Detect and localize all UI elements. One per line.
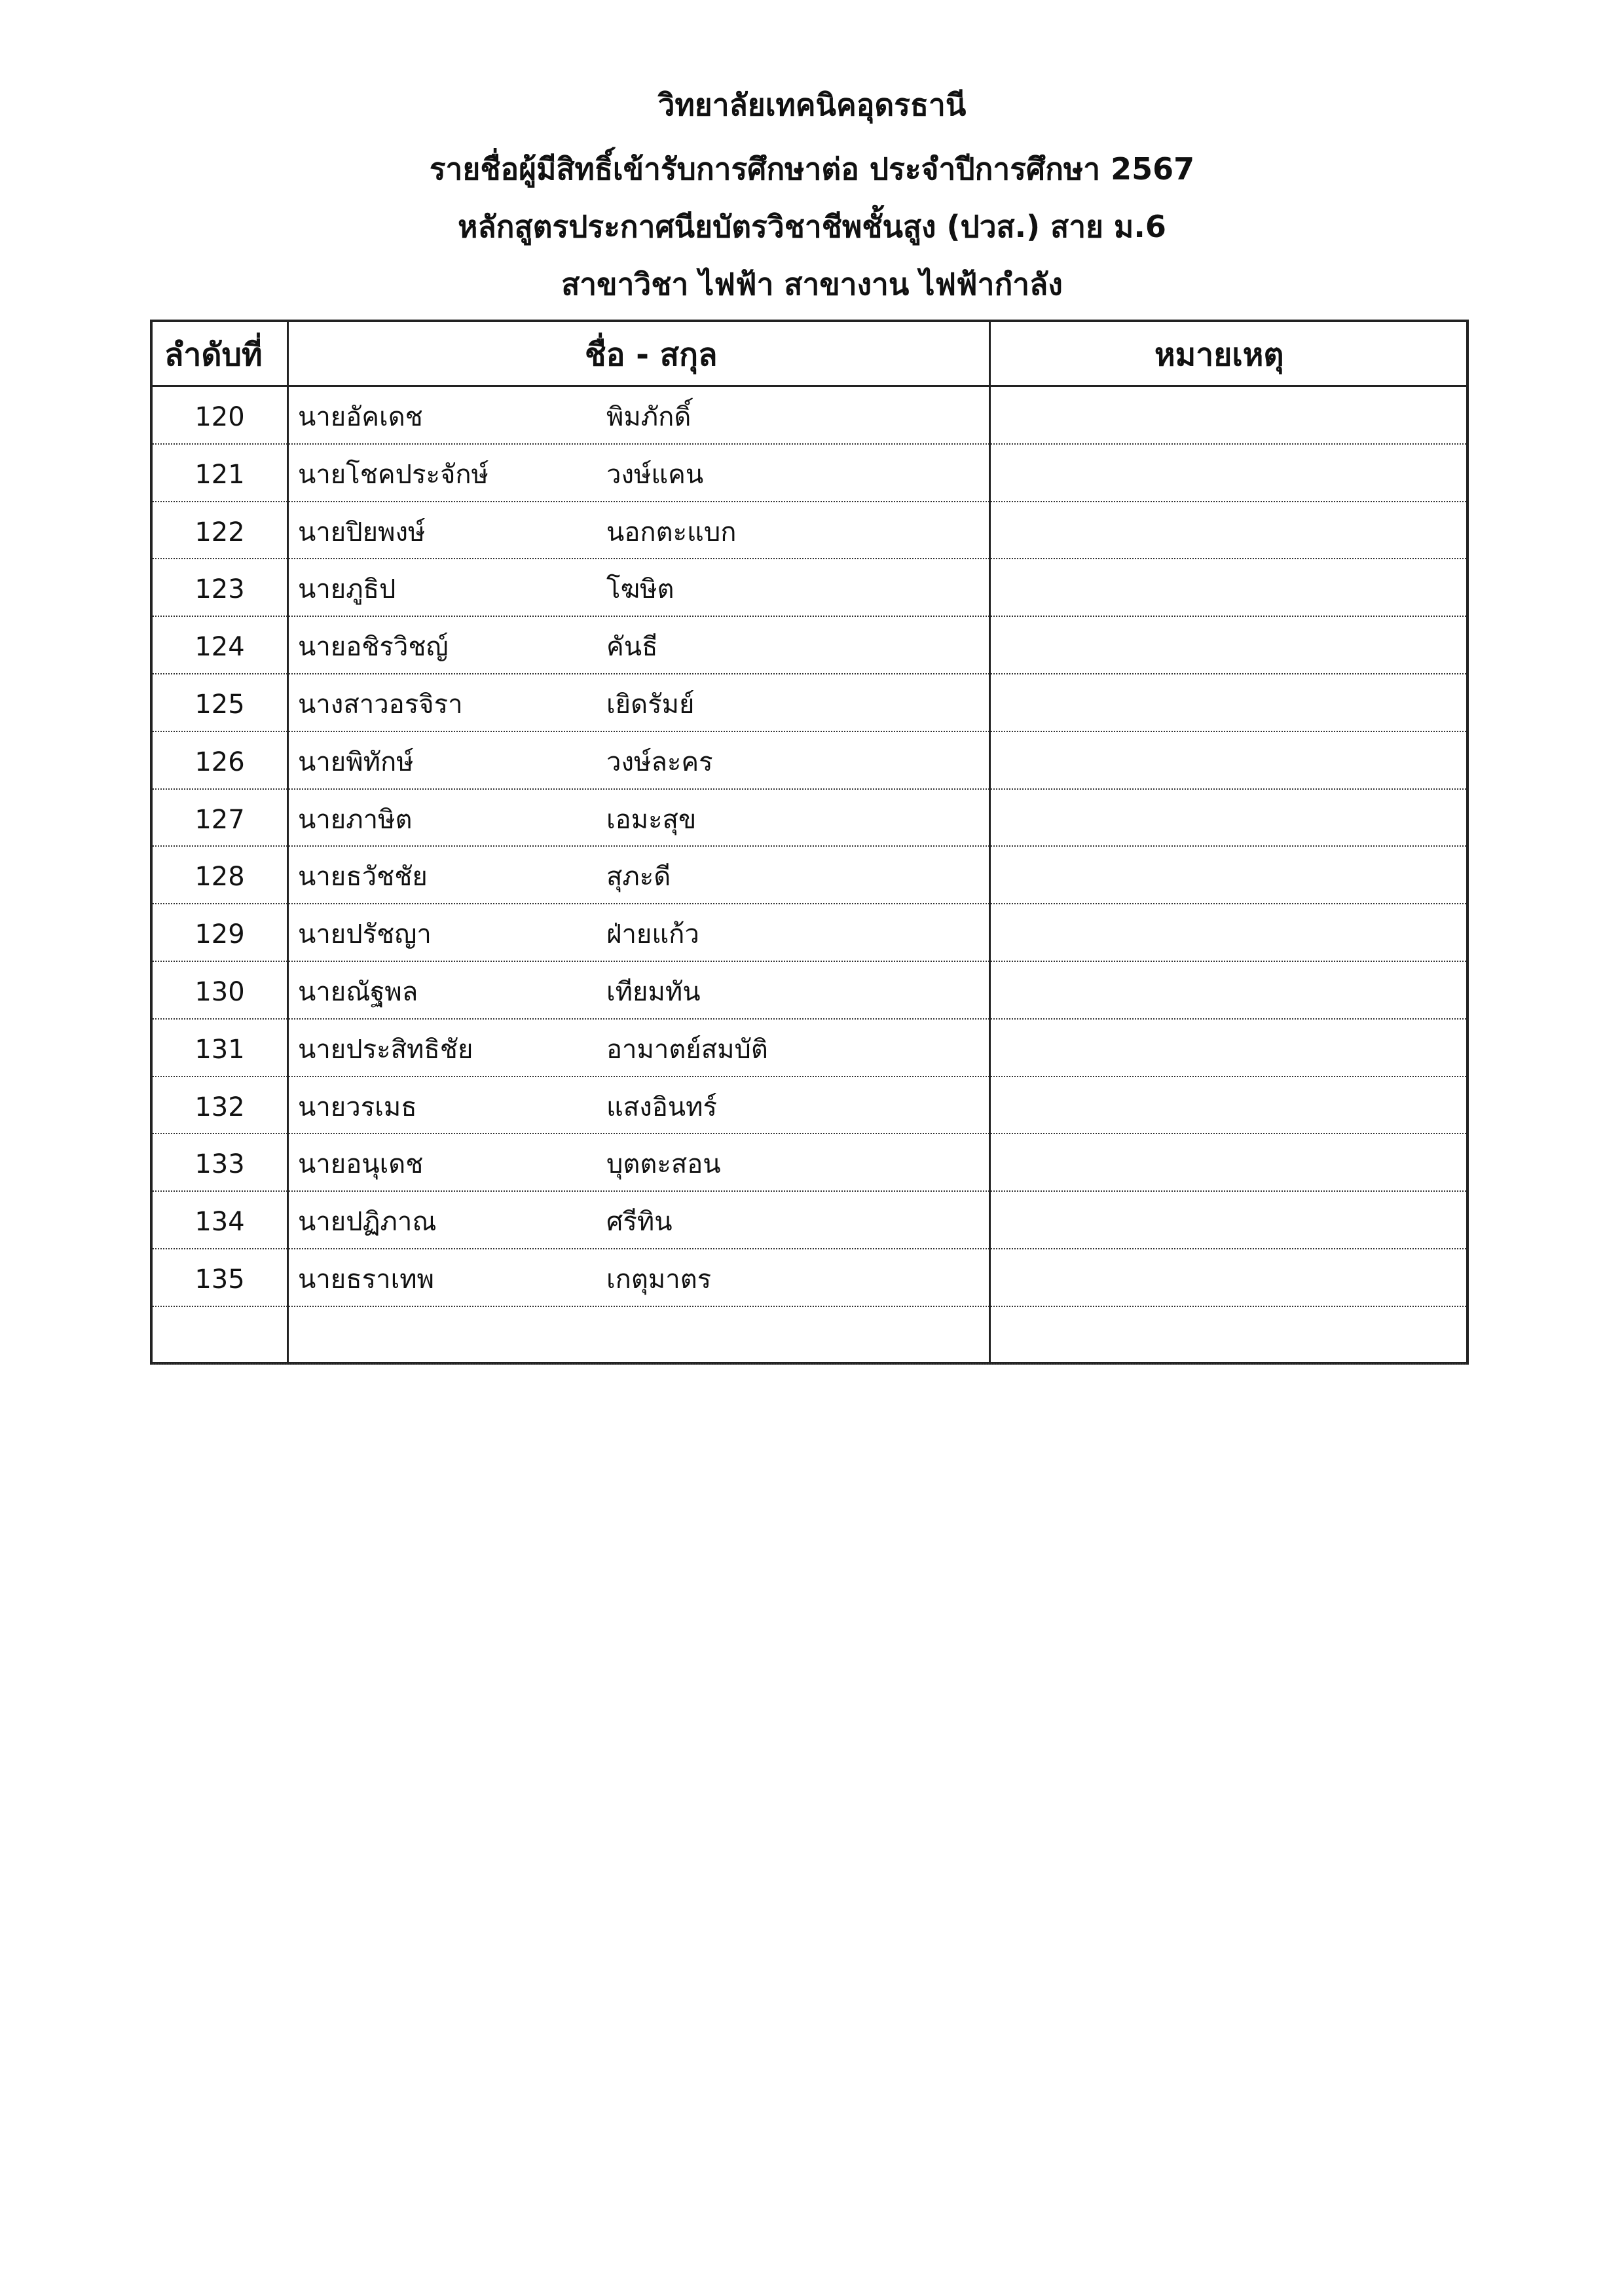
first-name: นางสาวอรจิรา: [298, 689, 463, 720]
first-name: นายอนุเดช: [298, 1149, 424, 1180]
first-name: นายปรัชญา: [298, 919, 432, 950]
row-number: 124: [194, 632, 245, 663]
first-name: นายอชิรวิชญ์: [298, 632, 449, 663]
table-row: [153, 1307, 1466, 1365]
table-row: [153, 617, 1466, 674]
last-name: บุตตะสอน: [606, 1149, 721, 1180]
row-number: 121: [194, 459, 245, 490]
table-row: [153, 1077, 1466, 1135]
first-name: นายปิยพงษ์: [298, 517, 426, 547]
last-name: เกตุมาตร: [606, 1264, 712, 1295]
first-name: นายธราเทพ: [298, 1264, 435, 1295]
row-number: 129: [194, 919, 245, 950]
last-name: นอกตะแบก: [606, 517, 737, 547]
first-name: นายภาษิต: [298, 804, 413, 835]
row-number: 135: [194, 1264, 245, 1295]
first-name: นายธวัชชัย: [298, 862, 428, 893]
institution-name: วิทยาลัยเทคนิคอุดรธานี: [657, 87, 967, 122]
column-header-note: หมายเหตุ: [1154, 337, 1284, 373]
last-name: เอมะสุข: [606, 804, 697, 835]
row-number: 125: [194, 689, 245, 720]
table-row: [153, 1249, 1466, 1307]
last-name: วงษ์ละคร: [606, 746, 713, 777]
last-name: ศรีทิน: [606, 1207, 673, 1238]
first-name: นายวรเมธ: [298, 1092, 417, 1122]
first-name: นายพิทักษ์: [298, 746, 414, 777]
first-name: นายโชคประจักษ์: [298, 459, 489, 490]
table-row: [153, 904, 1466, 962]
last-name: สุภะดี: [606, 862, 671, 893]
table-row: [153, 790, 1466, 847]
column-header-order: ลำดับที่: [164, 337, 263, 373]
table-row: [153, 1134, 1466, 1192]
table-body: [153, 387, 1466, 1365]
table-row: [153, 1020, 1466, 1077]
list-title: รายชื่อผู้มีสิทธิ์เข้ารับการศึกษาต่อ ประจำปีการศึกษา 2567: [429, 151, 1195, 187]
row-number: 120: [194, 402, 245, 432]
last-name: อามาตย์สมบัติ: [606, 1034, 768, 1065]
table-row: [153, 674, 1466, 732]
row-number: 122: [194, 517, 245, 547]
row-number: 131: [194, 1034, 245, 1065]
table-row: [153, 847, 1466, 904]
first-name: นายอัคเดช: [298, 402, 423, 432]
first-name: นายณัฐพล: [298, 976, 418, 1007]
table-row: [153, 445, 1466, 502]
row-number: 130: [194, 976, 245, 1007]
first-name: นายภูธิป: [298, 574, 396, 605]
row-number: 127: [194, 804, 245, 835]
table-row: [153, 502, 1466, 560]
row-number: 132: [194, 1092, 245, 1122]
first-name: นายปฏิภาณ: [298, 1207, 437, 1238]
column-header-name: ชื่อ - สกุล: [585, 337, 718, 373]
table-row: [153, 732, 1466, 790]
row-number: 133: [194, 1149, 245, 1180]
last-name: โฆษิต: [606, 574, 674, 605]
last-name: ฝ่ายแก้ว: [606, 919, 699, 950]
row-number: 134: [194, 1207, 245, 1238]
last-name: แสงอินทร์: [606, 1092, 717, 1122]
last-name: วงษ์แคน: [606, 459, 704, 490]
row-number: 128: [194, 862, 245, 893]
table-row: [153, 1192, 1466, 1249]
last-name: เยิดรัมย์: [606, 689, 695, 720]
program-name: หลักสูตรประกาศนียบัตรวิชาชีพชั้นสูง (ปวส.) สาย ม.6: [458, 209, 1166, 244]
student-list-table: [150, 320, 1469, 1365]
table-row: [153, 559, 1466, 617]
table-row: [153, 962, 1466, 1020]
row-number: 123: [194, 574, 245, 605]
last-name: คันธี: [606, 632, 658, 663]
last-name: พิมภักดิ์: [606, 402, 692, 432]
row-number: 126: [194, 746, 245, 777]
first-name: นายประสิทธิชัย: [298, 1034, 473, 1065]
department-name: สาขาวิชา ไฟฟ้า สาขางาน ไฟฟ้ากำลัง: [561, 267, 1063, 302]
last-name: เทียมทัน: [606, 976, 701, 1007]
table-row: [153, 387, 1466, 445]
